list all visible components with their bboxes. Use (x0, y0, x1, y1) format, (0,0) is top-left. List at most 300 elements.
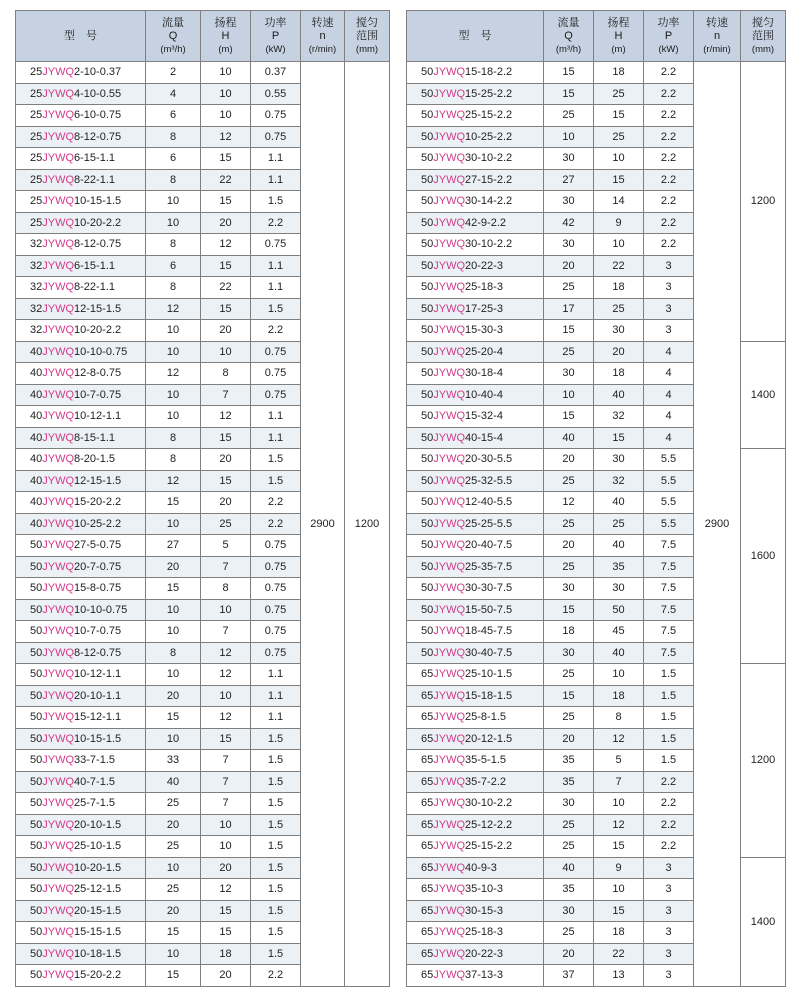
model-series: JYWQ (42, 109, 75, 122)
model-prefix: 50 (421, 324, 434, 337)
head-cell: 7 (201, 750, 251, 772)
range-cell: 1200 (741, 664, 786, 858)
model-prefix: 50 (30, 840, 43, 853)
model-suffix: 40-15-4 (465, 431, 503, 444)
head-cell: 7 (201, 384, 251, 406)
model-suffix: 20-10-1.5 (74, 818, 122, 831)
model-prefix: 50 (421, 302, 434, 315)
head-cell: 12 (201, 642, 251, 664)
model-series: JYWQ (433, 388, 466, 401)
model-series: JYWQ (433, 324, 466, 337)
header-range (741, 11, 786, 62)
model-cell (16, 470, 146, 492)
model-suffix: 10-20-2.2 (74, 324, 122, 337)
model-cell (16, 234, 146, 256)
head-cell: 8 (594, 707, 644, 729)
model-suffix: 10-15-1.5 (74, 195, 122, 208)
model-prefix: 25 (30, 109, 43, 122)
flow-cell: 20 (544, 943, 594, 965)
flow-cell: 25 (544, 707, 594, 729)
model-series: JYWQ (42, 732, 75, 745)
flow-cell: 10 (146, 857, 201, 879)
model-cell (407, 363, 544, 385)
power-cell: 3 (644, 857, 694, 879)
head-cell: 12 (201, 234, 251, 256)
header-power-label: 功率 (264, 16, 287, 29)
header-flow-label: 流量 (557, 16, 580, 29)
header-range-label-2: 范围 (752, 29, 774, 42)
model-series: JYWQ (42, 474, 75, 487)
model-cell (16, 277, 146, 299)
header-speed-unit: (r/min) (308, 43, 337, 55)
flow-cell: 10 (146, 406, 201, 428)
model-suffix: 18-45-7.5 (465, 625, 513, 638)
model-cell (16, 363, 146, 385)
flow-cell: 25 (146, 836, 201, 858)
power-cell: 2.2 (644, 126, 694, 148)
head-cell: 15 (594, 105, 644, 127)
head-cell: 7 (201, 793, 251, 815)
head-cell: 22 (201, 277, 251, 299)
model-suffix: 6-10-0.75 (74, 109, 122, 122)
model-cell (407, 513, 544, 535)
model-series: JYWQ (42, 324, 75, 337)
power-cell: 2.2 (251, 320, 301, 342)
power-cell: 1.5 (251, 750, 301, 772)
flow-cell: 40 (146, 771, 201, 793)
model-cell (407, 449, 544, 471)
flow-cell: 10 (146, 513, 201, 535)
model-cell (16, 707, 146, 729)
model-prefix: 32 (30, 259, 43, 272)
header-power (644, 11, 694, 62)
model-series: JYWQ (42, 668, 75, 681)
flow-cell: 15 (544, 62, 594, 84)
power-cell: 2.2 (644, 793, 694, 815)
model-prefix: 50 (30, 818, 43, 831)
model-cell (16, 943, 146, 965)
head-cell: 40 (594, 492, 644, 514)
model-prefix: 50 (30, 603, 43, 616)
model-cell (16, 191, 146, 213)
power-cell: 1.5 (251, 943, 301, 965)
model-series: JYWQ (42, 345, 75, 358)
model-suffix: 33-7-1.5 (74, 754, 116, 767)
header-power-unit: (kW) (265, 43, 286, 55)
power-cell: 1.1 (251, 277, 301, 299)
model-series: JYWQ (42, 496, 75, 509)
power-cell: 1.5 (644, 664, 694, 686)
head-cell: 5 (594, 750, 644, 772)
model-suffix: 6-15-1.1 (74, 152, 116, 165)
model-cell (16, 83, 146, 105)
model-cell (16, 922, 146, 944)
model-series: JYWQ (42, 410, 75, 423)
speed-cell: 2900 (694, 62, 741, 987)
model-prefix: 50 (421, 152, 434, 165)
flow-cell: 35 (544, 750, 594, 772)
model-cell (407, 771, 544, 793)
head-cell: 40 (594, 384, 644, 406)
table-row (407, 62, 786, 84)
flow-cell: 15 (146, 922, 201, 944)
head-cell: 7 (201, 621, 251, 643)
power-cell: 1.5 (251, 298, 301, 320)
flow-cell: 10 (146, 943, 201, 965)
model-prefix: 50 (421, 539, 434, 552)
head-cell: 10 (201, 83, 251, 105)
power-cell: 1.5 (251, 857, 301, 879)
model-series: JYWQ (42, 754, 75, 767)
model-series: JYWQ (42, 195, 75, 208)
model-series: JYWQ (42, 431, 75, 444)
flow-cell: 12 (146, 470, 201, 492)
power-cell: 1.5 (251, 836, 301, 858)
model-prefix: 40 (30, 345, 43, 358)
power-cell: 2.2 (644, 836, 694, 858)
model-suffix: 15-20-2.2 (74, 969, 122, 982)
model-series: JYWQ (433, 754, 466, 767)
model-suffix: 8-22-1.1 (74, 281, 116, 294)
model-suffix: 20-30-5.5 (465, 453, 513, 466)
model-prefix: 50 (30, 668, 43, 681)
flow-cell: 10 (544, 384, 594, 406)
power-cell: 5.5 (644, 513, 694, 535)
head-cell: 12 (201, 879, 251, 901)
head-cell: 15 (201, 255, 251, 277)
model-suffix: 35-5-1.5 (465, 754, 507, 767)
power-cell: 4 (644, 406, 694, 428)
model-suffix: 25-25-5.5 (465, 517, 513, 530)
header-head-unit: (m) (611, 43, 626, 55)
model-cell (407, 427, 544, 449)
power-cell: 2.2 (251, 513, 301, 535)
power-cell: 0.75 (251, 234, 301, 256)
model-cell (407, 148, 544, 170)
header-range-label-1: 搅匀 (752, 16, 774, 29)
head-cell: 15 (594, 836, 644, 858)
flow-cell: 15 (146, 492, 201, 514)
model-series: JYWQ (433, 732, 466, 745)
model-prefix: 65 (421, 904, 434, 917)
model-cell (16, 556, 146, 578)
model-cell (16, 750, 146, 772)
head-cell: 20 (201, 857, 251, 879)
model-prefix: 65 (421, 775, 434, 788)
model-prefix: 32 (30, 238, 43, 251)
head-cell: 18 (594, 922, 644, 944)
power-cell: 1.5 (251, 191, 301, 213)
model-suffix: 30-10-2.2 (465, 152, 513, 165)
model-series: JYWQ (433, 453, 466, 466)
model-series: JYWQ (433, 367, 466, 380)
head-cell: 15 (201, 298, 251, 320)
head-cell: 40 (594, 642, 644, 664)
flow-cell: 12 (544, 492, 594, 514)
model-series: JYWQ (42, 818, 75, 831)
model-suffix: 25-8-1.5 (465, 711, 507, 724)
head-cell: 25 (594, 83, 644, 105)
head-cell: 20 (201, 449, 251, 471)
model-series: JYWQ (433, 281, 466, 294)
model-suffix: 15-8-0.75 (74, 582, 122, 595)
model-suffix: 8-12-0.75 (74, 130, 122, 143)
flow-cell: 4 (146, 83, 201, 105)
head-cell: 45 (594, 621, 644, 643)
model-series: JYWQ (433, 625, 466, 638)
model-suffix: 2-10-0.37 (74, 66, 122, 79)
flow-cell: 17 (544, 298, 594, 320)
model-suffix: 25-20-4 (465, 345, 503, 358)
flow-cell: 25 (544, 470, 594, 492)
model-series: JYWQ (42, 926, 75, 939)
model-cell (16, 255, 146, 277)
model-prefix: 40 (30, 367, 43, 380)
power-cell: 0.75 (251, 642, 301, 664)
model-cell (16, 212, 146, 234)
power-cell: 0.75 (251, 578, 301, 600)
model-prefix: 50 (30, 883, 43, 896)
model-prefix: 65 (421, 668, 434, 681)
header-range-unit: (mm) (355, 43, 379, 55)
head-cell: 10 (594, 234, 644, 256)
head-cell: 9 (594, 212, 644, 234)
model-suffix: 15-32-4 (465, 410, 503, 423)
model-suffix: 20-12-1.5 (465, 732, 513, 745)
head-cell: 32 (594, 470, 644, 492)
power-cell: 0.75 (251, 126, 301, 148)
model-series: JYWQ (433, 130, 466, 143)
model-cell (16, 771, 146, 793)
power-cell: 2.2 (644, 771, 694, 793)
head-cell: 12 (201, 406, 251, 428)
power-cell: 2.2 (644, 212, 694, 234)
range-cell: 1200 (741, 62, 786, 342)
model-cell (16, 814, 146, 836)
flow-cell: 15 (544, 599, 594, 621)
model-suffix: 15-18-2.2 (465, 66, 513, 79)
model-suffix: 10-20-2.2 (74, 216, 122, 229)
power-cell: 1.1 (251, 148, 301, 170)
flow-cell: 25 (544, 513, 594, 535)
model-suffix: 10-15-1.5 (74, 732, 122, 745)
model-series: JYWQ (433, 711, 466, 724)
model-cell (407, 943, 544, 965)
model-cell (407, 341, 544, 363)
model-suffix: 25-15-2.2 (465, 840, 513, 853)
flow-cell: 25 (544, 556, 594, 578)
model-prefix: 40 (30, 453, 43, 466)
model-series: JYWQ (42, 603, 75, 616)
header-model-label: 型 号 (458, 29, 492, 42)
flow-cell: 30 (544, 191, 594, 213)
model-prefix: 40 (30, 410, 43, 423)
model-series: JYWQ (433, 689, 466, 702)
model-cell (407, 406, 544, 428)
head-cell: 9 (594, 857, 644, 879)
power-cell: 1.1 (251, 169, 301, 191)
head-cell: 13 (594, 965, 644, 987)
model-series: JYWQ (42, 625, 75, 638)
header-model (16, 11, 146, 62)
power-cell: 3 (644, 879, 694, 901)
power-cell: 7.5 (644, 535, 694, 557)
flow-cell: 10 (146, 728, 201, 750)
flow-cell: 30 (544, 578, 594, 600)
model-prefix: 50 (30, 646, 43, 659)
head-cell: 10 (201, 341, 251, 363)
model-suffix: 12-15-1.5 (74, 474, 122, 487)
model-cell (16, 148, 146, 170)
model-suffix: 37-13-3 (465, 969, 503, 982)
power-cell: 1.1 (251, 707, 301, 729)
model-series: JYWQ (433, 926, 466, 939)
flow-cell: 20 (544, 728, 594, 750)
model-suffix: 10-12-1.1 (74, 668, 122, 681)
model-suffix: 12-40-5.5 (465, 496, 513, 509)
power-cell: 0.75 (251, 535, 301, 557)
model-suffix: 20-22-3 (465, 259, 503, 272)
flow-cell: 37 (544, 965, 594, 987)
power-cell: 7.5 (644, 599, 694, 621)
power-cell: 3 (644, 277, 694, 299)
power-cell: 2.2 (644, 234, 694, 256)
model-series: JYWQ (433, 195, 466, 208)
model-series: JYWQ (42, 388, 75, 401)
model-series: JYWQ (433, 496, 466, 509)
model-cell (407, 556, 544, 578)
model-series: JYWQ (433, 861, 466, 874)
header-range-unit: (mm) (751, 43, 775, 55)
model-suffix: 8-20-1.5 (74, 453, 116, 466)
head-cell: 18 (594, 685, 644, 707)
model-series: JYWQ (433, 87, 466, 100)
model-suffix: 20-15-1.5 (74, 904, 122, 917)
model-prefix: 50 (421, 517, 434, 530)
flow-cell: 8 (146, 427, 201, 449)
head-cell: 10 (201, 685, 251, 707)
header-flow (544, 11, 594, 62)
header-head-symbol: H (221, 29, 230, 42)
model-series: JYWQ (42, 861, 75, 874)
model-cell (16, 599, 146, 621)
model-series: JYWQ (42, 152, 75, 165)
flow-cell: 2 (146, 62, 201, 84)
model-cell (407, 599, 544, 621)
model-cell (407, 62, 544, 84)
model-suffix: 25-35-7.5 (465, 560, 513, 573)
power-cell: 1.5 (251, 814, 301, 836)
power-cell: 0.55 (251, 83, 301, 105)
model-series: JYWQ (42, 66, 75, 79)
model-suffix: 15-15-1.5 (74, 926, 122, 939)
spec-table-right (406, 10, 786, 987)
model-series: JYWQ (42, 259, 75, 272)
model-series: JYWQ (42, 173, 75, 186)
head-cell: 10 (594, 148, 644, 170)
model-suffix: 30-10-2.2 (465, 797, 513, 810)
model-prefix: 50 (421, 646, 434, 659)
head-cell: 7 (201, 556, 251, 578)
power-cell: 2.2 (644, 169, 694, 191)
model-prefix: 50 (421, 109, 434, 122)
flow-cell: 30 (544, 900, 594, 922)
power-cell: 3 (644, 320, 694, 342)
model-series: JYWQ (42, 840, 75, 853)
model-cell (407, 857, 544, 879)
head-cell: 15 (594, 427, 644, 449)
header-model (407, 11, 544, 62)
model-prefix: 50 (421, 238, 434, 251)
model-series: JYWQ (42, 711, 75, 724)
model-suffix: 15-25-2.2 (465, 87, 513, 100)
model-prefix: 50 (30, 775, 43, 788)
power-cell: 1.1 (251, 406, 301, 428)
flow-cell: 33 (146, 750, 201, 772)
head-cell: 22 (594, 943, 644, 965)
header-model-label: 型 号 (64, 29, 97, 42)
model-prefix: 65 (421, 797, 434, 810)
model-series: JYWQ (42, 367, 75, 380)
head-cell: 14 (594, 191, 644, 213)
model-prefix: 50 (30, 926, 43, 939)
model-cell (16, 406, 146, 428)
header-row (16, 11, 390, 62)
power-cell: 7.5 (644, 621, 694, 643)
flow-cell: 20 (544, 449, 594, 471)
model-prefix: 50 (30, 797, 43, 810)
model-prefix: 50 (30, 539, 43, 552)
model-series: JYWQ (433, 797, 466, 810)
head-cell: 40 (594, 535, 644, 557)
model-prefix: 50 (421, 259, 434, 272)
model-prefix: 50 (421, 216, 434, 229)
head-cell: 20 (201, 965, 251, 987)
model-suffix: 25-32-5.5 (465, 474, 513, 487)
model-suffix: 6-15-1.1 (74, 259, 116, 272)
model-suffix: 25-18-3 (465, 926, 503, 939)
head-cell: 10 (201, 814, 251, 836)
model-prefix: 65 (421, 969, 434, 982)
flow-cell: 27 (544, 169, 594, 191)
model-suffix: 15-20-2.2 (74, 496, 122, 509)
model-prefix: 40 (30, 517, 43, 530)
flow-cell: 30 (544, 234, 594, 256)
model-series: JYWQ (433, 539, 466, 552)
model-prefix: 50 (30, 560, 43, 573)
model-suffix: 15-30-3 (465, 324, 503, 337)
power-cell: 0.75 (251, 599, 301, 621)
model-cell (16, 105, 146, 127)
model-suffix: 12-15-1.5 (74, 302, 122, 315)
model-series: JYWQ (42, 947, 75, 960)
model-series: JYWQ (433, 66, 466, 79)
flow-cell: 6 (146, 105, 201, 127)
power-cell: 4 (644, 384, 694, 406)
power-cell: 1.5 (251, 793, 301, 815)
model-series: JYWQ (42, 517, 75, 530)
model-suffix: 15-50-7.5 (465, 603, 513, 616)
model-suffix: 30-14-2.2 (465, 195, 513, 208)
power-cell: 1.5 (251, 900, 301, 922)
model-prefix: 50 (421, 560, 434, 573)
header-head-label: 扬程 (607, 16, 630, 29)
flow-cell: 20 (146, 814, 201, 836)
flow-cell: 10 (146, 599, 201, 621)
model-suffix: 10-20-1.5 (74, 861, 122, 874)
power-cell: 3 (644, 255, 694, 277)
flow-cell: 15 (544, 685, 594, 707)
